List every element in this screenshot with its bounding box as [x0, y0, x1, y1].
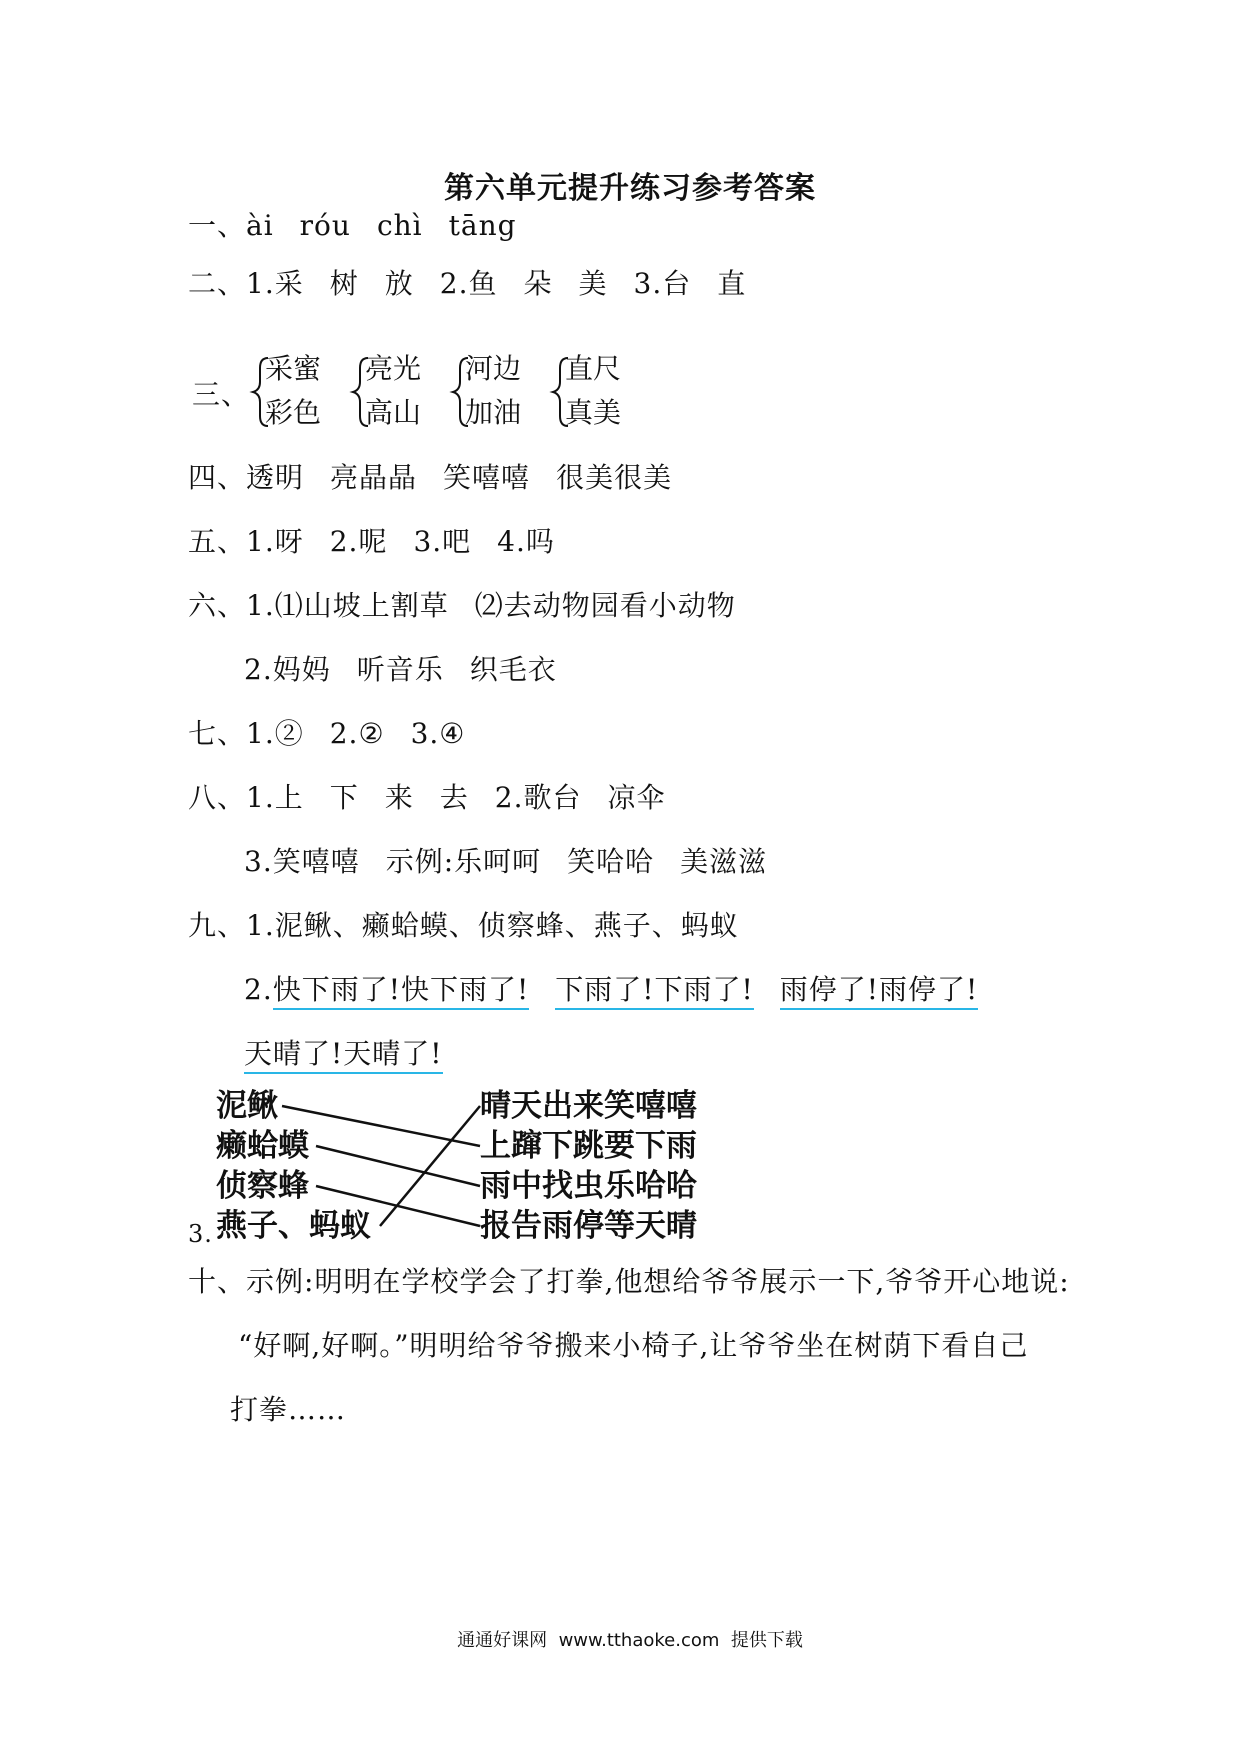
- answer-item: 透明: [246, 461, 305, 494]
- answer-item: 示例:乐呵呵: [385, 845, 542, 878]
- pinyin: tāng: [448, 209, 517, 242]
- answer-item: 1.采: [246, 267, 304, 300]
- answer-item: 1.上: [246, 781, 304, 814]
- answer-label: 九、: [188, 909, 247, 942]
- word: 河边: [465, 352, 522, 385]
- answer-item: 2.呢: [329, 525, 388, 558]
- answer-2: [188, 266, 746, 302]
- answer-item: 很美很美: [556, 461, 673, 494]
- answer-4: [188, 460, 672, 496]
- answer-label: 二、: [188, 267, 247, 300]
- answer-item: 3.笑嘻嘻: [244, 845, 360, 878]
- answer-item: 来: [384, 781, 414, 814]
- answer-item: 亮晶晶: [330, 461, 418, 494]
- pinyin: ài: [246, 209, 274, 242]
- answer-item: 1.⑴山坡上割草: [246, 589, 449, 622]
- answer-item: 2.歌台: [494, 781, 582, 814]
- page-title: 第六单元提升练习参考答案: [444, 171, 816, 206]
- answer-label: 七、: [188, 717, 247, 750]
- answer-5: [188, 524, 555, 560]
- answer-item: 3.台: [633, 267, 692, 300]
- answer-label: 四、: [188, 461, 247, 494]
- answer-10-line3: 打拳……: [230, 1393, 347, 1426]
- word: 采蜜: [265, 352, 322, 385]
- answer-item: 4.吗: [497, 525, 555, 558]
- answer-item: 凉伞: [607, 781, 666, 814]
- underlined-answer: 雨停了!雨停了!: [780, 973, 979, 1010]
- answer-item: 1.泥鳅、癞蛤蟆、侦察蜂、燕子、蚂蚁: [246, 909, 739, 942]
- match-right-item: 晴天出来笑嘻嘻: [480, 1088, 697, 1124]
- answer-item: 朵: [523, 267, 553, 300]
- pinyin: chì: [376, 209, 423, 242]
- answer-label: 六、: [188, 589, 247, 622]
- underlined-answer: 下雨了!下雨了!: [555, 973, 754, 1010]
- answer-item: 美滋滋: [680, 845, 768, 878]
- answer-6: [188, 588, 736, 624]
- pinyin: róu: [299, 209, 351, 242]
- answer-number: 2.: [244, 973, 273, 1006]
- footer-credit: 通通好课网 www.tthaoke.com 提供下载: [457, 1630, 803, 1651]
- answer-8: [188, 780, 666, 816]
- answer-label: 十、: [188, 1265, 247, 1298]
- answer-item: 3.吧: [413, 525, 472, 558]
- answer-item: 2.鱼: [439, 267, 498, 300]
- answer-9: [188, 908, 739, 944]
- match-left-item: 侦察蜂: [216, 1168, 309, 1204]
- underlined-answer: 快下雨了!快下雨了!: [273, 973, 530, 1010]
- match-left-item: 泥鳅: [216, 1088, 278, 1124]
- answer-item: 2.妈妈: [244, 653, 331, 686]
- answer-item: 1.呀: [246, 525, 304, 558]
- answer-item: 2.②: [329, 717, 385, 750]
- matching-lines: [270, 1080, 490, 1250]
- answer-label: 一、: [188, 209, 247, 242]
- answer-item: 听音乐: [356, 653, 444, 686]
- match-right-item: 雨中找虫乐哈哈: [480, 1168, 697, 1204]
- word: 真美: [565, 396, 622, 429]
- match-right-item: 报告雨停等天晴: [480, 1208, 697, 1244]
- answer-item: 美: [578, 267, 608, 300]
- answer-6-line2: [244, 652, 557, 688]
- match-line: [316, 1146, 480, 1186]
- word: 加油: [465, 396, 522, 429]
- answer-9-line3: [244, 1036, 443, 1072]
- word: 亮光: [365, 352, 422, 385]
- answer-item: ⑵去动物园看小动物: [474, 589, 736, 622]
- answer-10: [188, 1264, 1070, 1300]
- answer-7: [188, 716, 465, 752]
- underlined-answer: 天晴了!天晴了!: [244, 1037, 443, 1074]
- answer-item: 1.②: [246, 717, 304, 750]
- answer-item: 3.④: [410, 717, 466, 750]
- answer-number: 3.: [188, 1220, 213, 1248]
- answer-9-line2: [244, 972, 978, 1008]
- answer-label: 八、: [188, 781, 247, 814]
- match-right-item: 上蹿下跳要下雨: [480, 1128, 697, 1164]
- answer-item: 织毛衣: [469, 653, 557, 686]
- answer-label: 三、: [192, 378, 251, 411]
- answer-10-line2: “好啊,好啊。”明明给爷爷搬来小椅子,让爷爷坐在树荫下看自己: [238, 1329, 1029, 1362]
- word: 高山: [365, 396, 422, 429]
- answer-item: 下: [329, 781, 359, 814]
- answer-label: 五、: [188, 525, 247, 558]
- answer-1: [188, 208, 517, 244]
- answer-item: 放: [384, 267, 414, 300]
- word: 彩色: [265, 396, 322, 429]
- answer-8-line2: [244, 844, 767, 880]
- answer-text: 示例:明明在学校学会了打拳,他想给爷爷展示一下,爷爷开心地说:: [246, 1265, 1070, 1298]
- word: 直尺: [565, 352, 622, 385]
- answer-item: 笑嘻嘻: [443, 461, 531, 494]
- answer-item: 直: [717, 267, 747, 300]
- answer-item: 树: [329, 267, 359, 300]
- answer-item: 笑哈哈: [567, 845, 655, 878]
- answer-item: 去: [439, 781, 469, 814]
- match-left-item: 燕子、蚂蚁: [216, 1208, 371, 1244]
- match-left-item: 癞蛤蟆: [216, 1128, 309, 1164]
